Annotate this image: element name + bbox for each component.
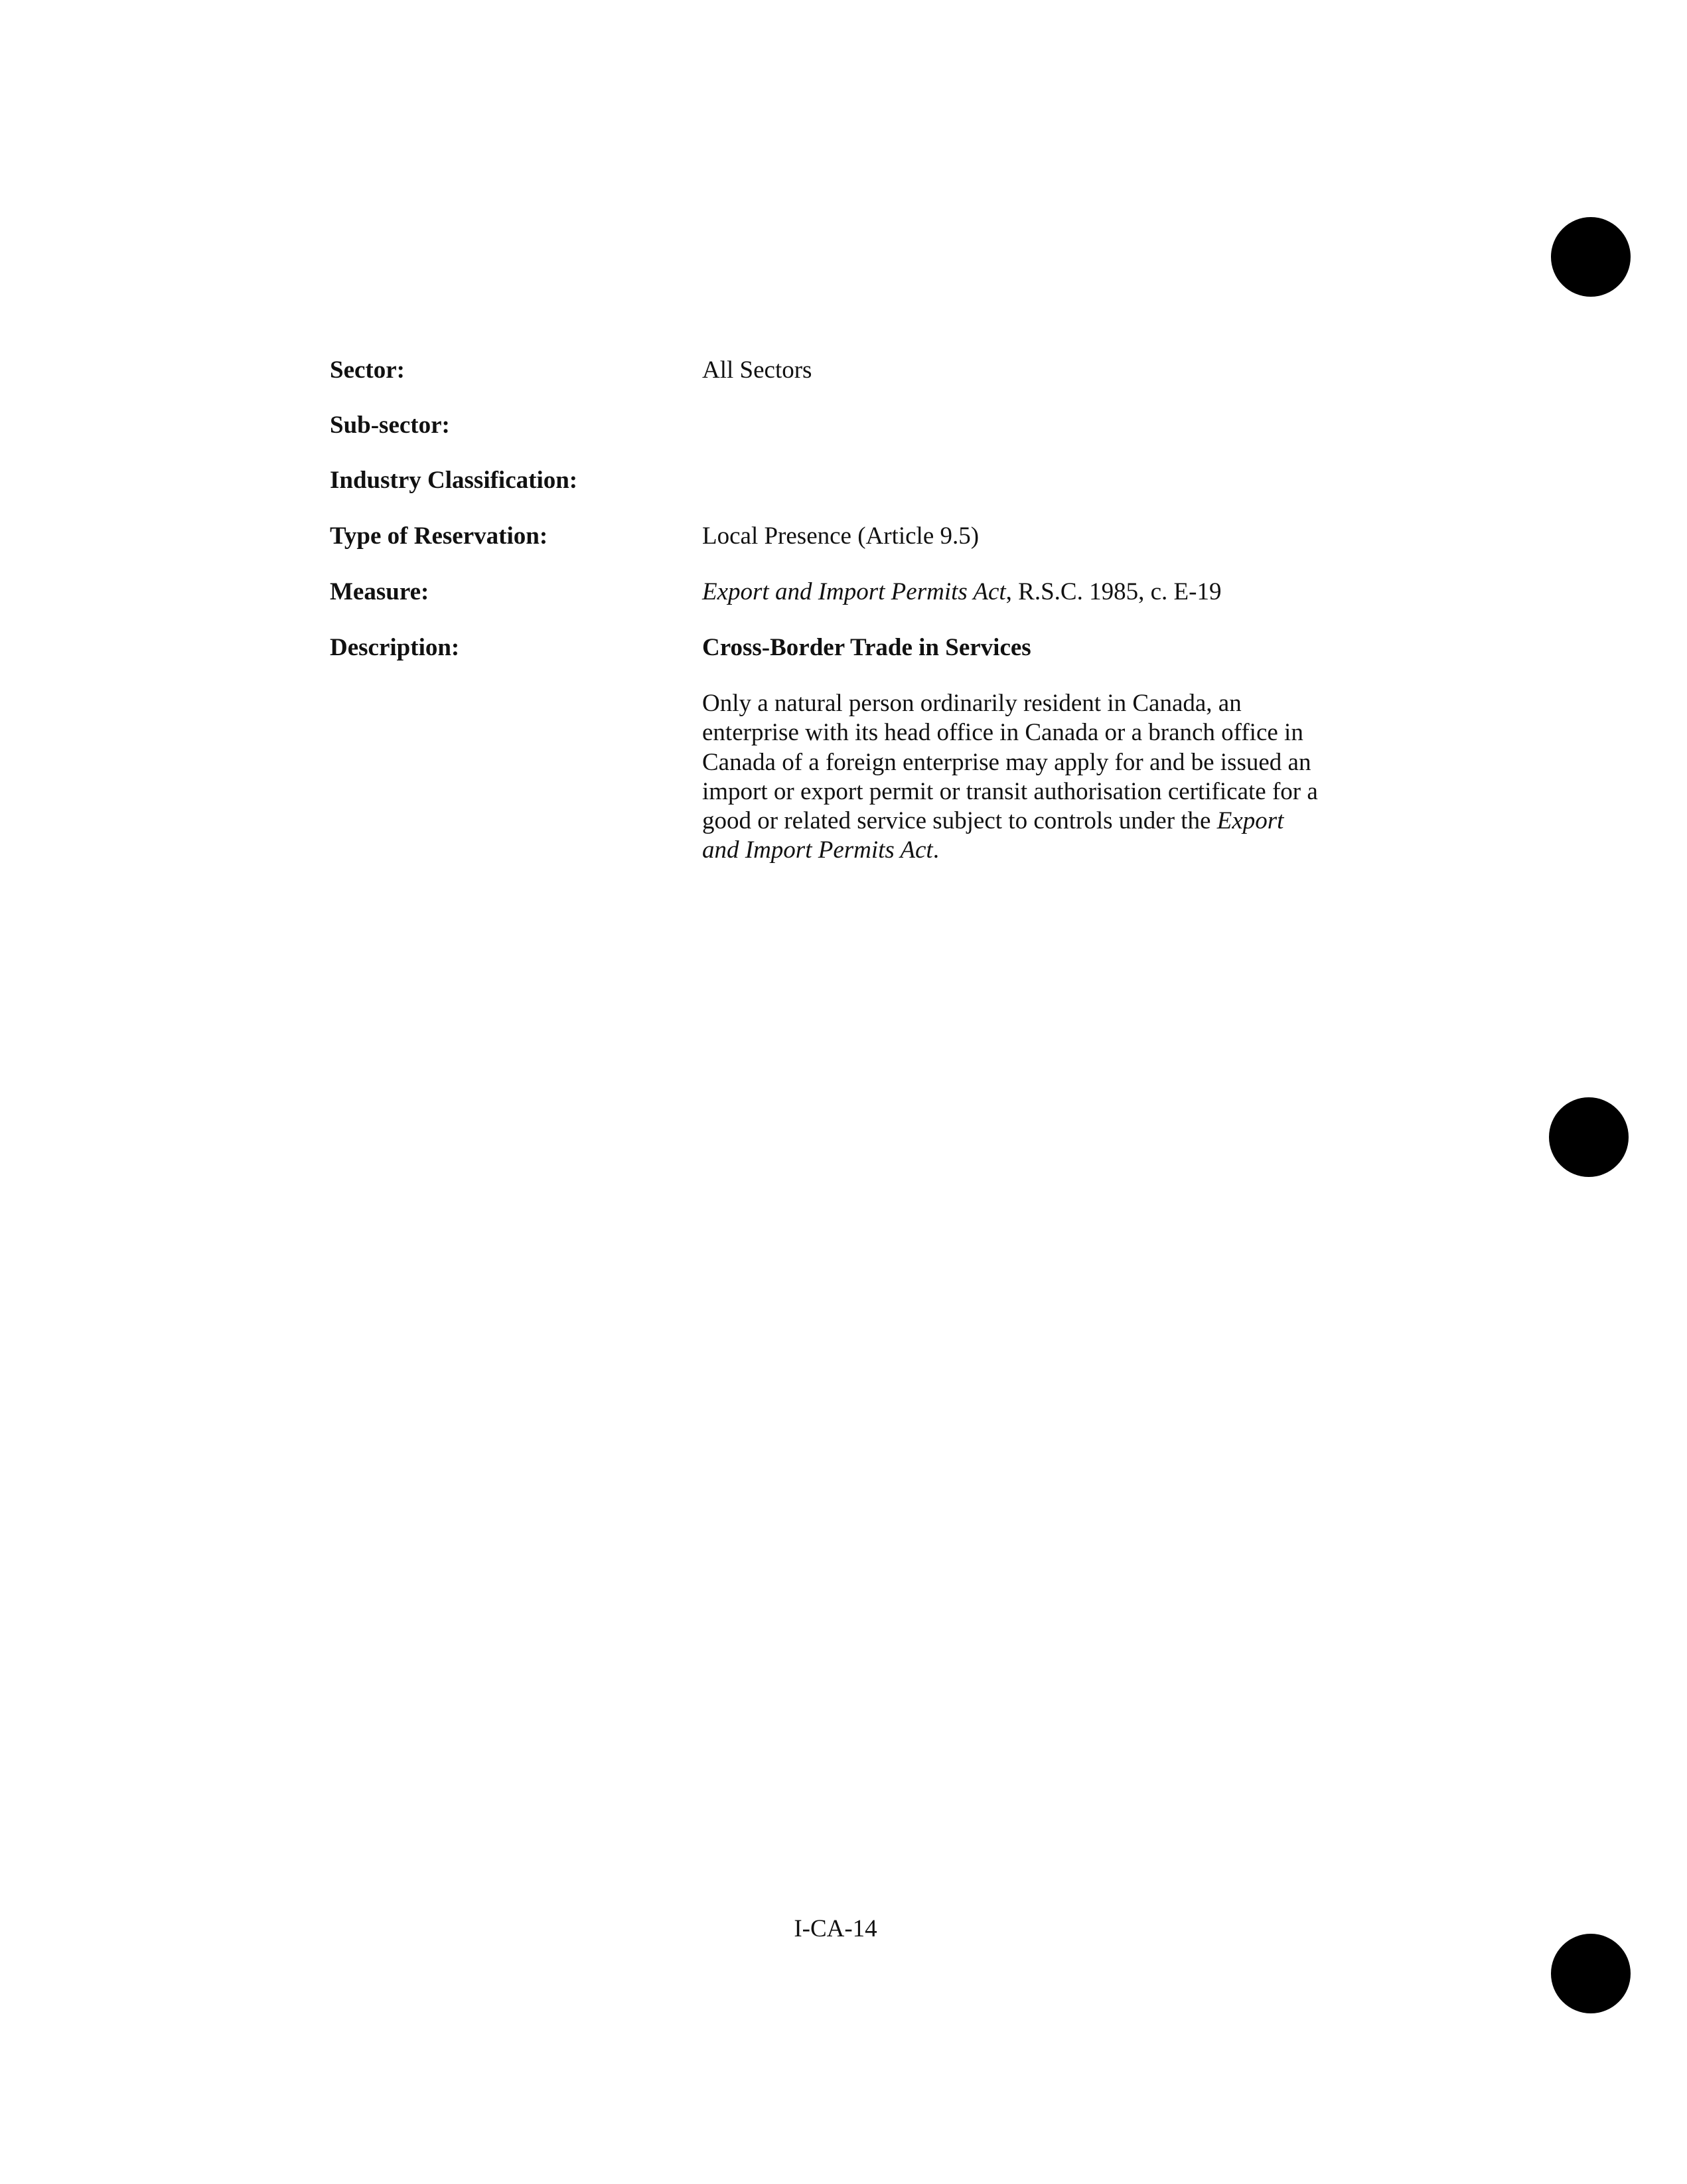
description-line: enterprise with its head office in Canada or a branch office in <box>702 719 1303 747</box>
description-line <box>702 836 1366 865</box>
description-label: Description: <box>330 634 460 661</box>
description-line-text: good or related service subject to controls under the <box>702 807 1217 835</box>
sector-label: Sector: <box>330 356 405 384</box>
page-number: I-CA-14 <box>794 1915 877 1942</box>
description-act-title-start: Export <box>1216 807 1284 835</box>
sector-value: All Sectors <box>702 356 812 384</box>
page-footer <box>0 1914 1687 1944</box>
measure-value <box>702 578 1221 607</box>
description-line: import or export permit or transit authorisation certificate for a <box>702 777 1318 805</box>
punch-hole-middle <box>1549 1097 1629 1177</box>
type-of-reservation-value: Local Presence (Article 9.5) <box>702 522 980 550</box>
measure-act-title: Export and Import Permits Act <box>702 578 1006 605</box>
punch-hole-top <box>1551 217 1631 297</box>
description-act-title-end: and Import Permits Act <box>702 836 933 864</box>
subsector-label: Sub-sector: <box>330 412 450 439</box>
type-of-reservation-label: Type of Reservation: <box>330 522 548 550</box>
industry-classification-label: Industry Classification: <box>330 467 578 494</box>
punch-hole-bottom <box>1551 1934 1631 2013</box>
description-line: Canada of a foreign enterprise may apply for and be issued an <box>702 748 1311 776</box>
description-line <box>702 807 1366 836</box>
measure-label: Measure: <box>330 578 429 605</box>
description-heading: Cross-Border Trade in Services <box>702 634 1031 661</box>
measure-citation: , R.S.C. 1985, c. E-19 <box>1005 578 1222 605</box>
description-body <box>702 689 1366 866</box>
description-line: Only a natural person ordinarily resident in Canada, an <box>702 690 1242 717</box>
description-period: . <box>932 836 939 864</box>
